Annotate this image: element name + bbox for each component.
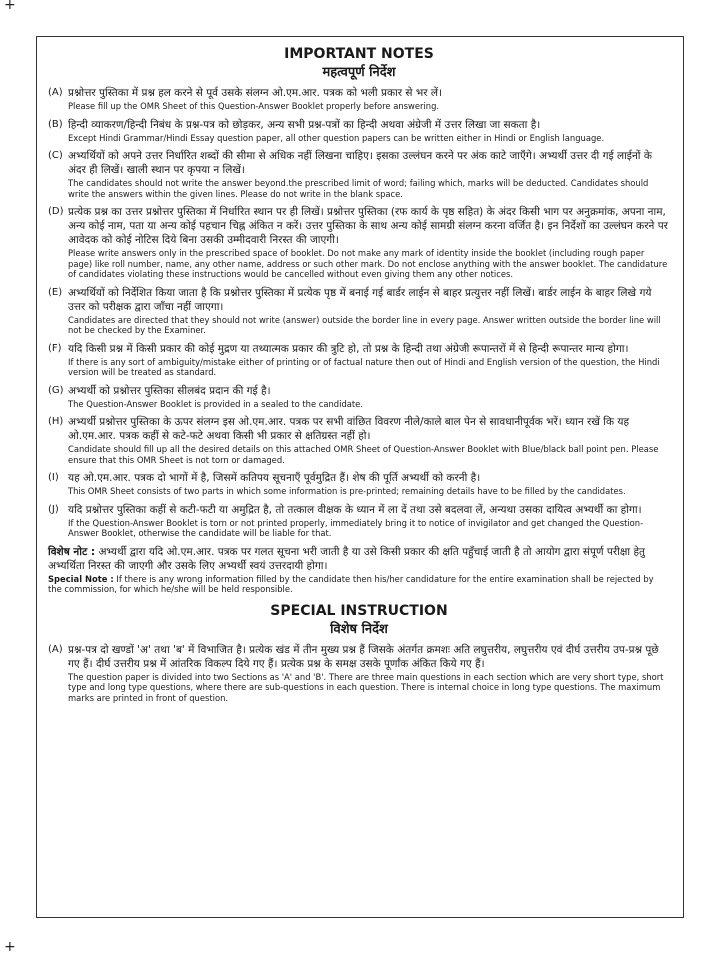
note-text-english: Candidate should fill up all the desired details on this attached OMR Sheet of Question-Answer Booklet with Blue/black ball point pen. Please ensure that this OMR Sheet is not torn or damaged. — [68, 444, 659, 465]
note-label: (E) — [48, 286, 63, 298]
instruction-text-hindi: प्रश्न-पत्र दो खण्डों 'अ' तथा 'ब' में विभाजित है। प्रत्येक खंड में तीन मुख्य प्रश्न हैं जिसके अंतर्गत क्रमशः अति लघुत्तरीय, लघुत्तरीय एवं दीर्घ उत्तरीय उप-प्रश्न पूछे गए हैं। दीर्घ उत्तरीय प्रश्न में आंतरिक विकल्प दिये गए हैं। प्रत्येक प्रश्न के समक्ष उसके पूर्णांक अंकित किये गए हैं। — [68, 643, 659, 670]
note-text-english: If there is any sort of ambiguity/mistake either of printing or of factual nature then out of Hindi and English version of the question, the Hindi version will be treated as standard. — [68, 356, 660, 377]
note-item-f — [48, 342, 670, 378]
note-label: (J) — [48, 503, 59, 515]
note-item-c — [48, 149, 670, 199]
notes-subtitle: महत्वपूर्ण निर्देश — [322, 65, 396, 80]
crop-mark-top-left: + — [4, 0, 16, 13]
note-label: (H) — [48, 416, 64, 427]
document-content — [48, 46, 670, 703]
note-text-english: Except Hindi Grammar/Hindi Essay question paper, all other question papers can be written either in Hindi or English language. — [68, 132, 605, 143]
special-note-english-text: If there is any wrong information filled by the candidate then his/her candidature for the entire examination shall be rejected by the commission, for which he/she will be held responsible. — [48, 573, 654, 594]
note-label: (G) — [48, 384, 64, 396]
note-item-i — [48, 471, 670, 497]
special-note-hindi-label: विशेष नोट : — [48, 545, 96, 558]
note-item-a — [48, 86, 670, 112]
note-text-hindi: यदि किसी प्रश्न में किसी प्रकार की कोई मुद्रण या तथ्यात्मक प्रकार की त्रुटि हो, तो प्रश्न के हिन्दी तथा अंग्रेजी रूपान्तरों में से हिन्दी रूपान्तर मान्य होगा। — [68, 342, 629, 355]
note-text-english: The Question-Answer Booklet is provided in a sealed to the candidate. — [68, 398, 364, 409]
crop-mark-bottom-left: + — [4, 939, 16, 955]
special-instruction-title: SPECIAL INSTRUCTION — [270, 602, 448, 619]
notes-title: IMPORTANT NOTES — [284, 46, 434, 62]
special-instruction-subtitle: विशेष निर्देश — [330, 621, 388, 637]
note-item-j — [48, 503, 670, 539]
note-item-b — [48, 118, 670, 144]
instruction-label: (A) — [48, 643, 63, 655]
note-text-english: This OMR Sheet consists of two parts in which some information is pre-printed; remaining details have to be filled by the candidates. — [68, 486, 626, 496]
note-text-hindi: अभ्यर्थी प्रश्नोत्तर पुस्तिका के ऊपर संलग्न इस ओ.एम.आर. पत्रक पर सभी वांछित विवरण नीले/काले बाल पेन से सावधानीपूर्वक भरें। ध्यान रखें कि यह ओ.एम.आर. पत्रक कहीं से कटे-फटे अथवा किसी भी प्रकार से क्षतिग्रस्त नहीं हो। — [68, 416, 630, 442]
note-item-e — [48, 286, 670, 336]
note-text-english: If the Question-Answer Booklet is torn or not printed properly, immediately bring it to notice of invigilator and get changed the Question-Answer Booklet, otherwise the candidate will be liable for that. — [68, 517, 644, 538]
note-text-hindi: हिन्दी व्याकरण/हिन्दी निबंध के प्रश्न-पत्र को छोड़कर, अन्य सभी प्रश्न-पत्रों का हिन्दी अथवा अंग्रेजी में उत्तर लिखा जा सकता है। — [68, 118, 541, 131]
special-note-hindi-text: अभ्यर्थी द्वारा यदि ओ.एम.आर. पत्रक पर गलत सूचना भरी जाती है या उसे किसी प्रकार की क्षति पहुँचाई जाती है तो आयोग द्वारा संपूर्ण परीक्षा हेतु अभ्यर्थिता निरस्त की जाएगी और उसके लिए अभ्यर्थी स्वयं उत्तरदायी होगा। — [48, 545, 646, 572]
note-item-g — [48, 384, 670, 410]
note-label: (C) — [48, 150, 63, 161]
notes-list — [48, 86, 670, 539]
note-item-h — [48, 415, 670, 465]
note-text-hindi: प्रश्नोत्तर पुस्तिका में प्रश्न हल करने से पूर्व उसके संलग्न ओ.एम.आर. पत्रक को भली प्रकार से भर लें। — [68, 87, 442, 99]
note-label: (I) — [48, 472, 59, 483]
note-text-english: Candidates are directed that they should not write (answer) outside the border line in every page. Answer written outside the border line will not be checked by the Examiner. — [68, 314, 661, 335]
note-label: (D) — [48, 206, 64, 217]
note-text-english: The candidates should not write the answer beyond.the prescribed limit of word; failing which, marks will be deducted. Candidates should write the answers within the given lines. Please do not write in the blank space. — [68, 178, 649, 199]
note-text-hindi: अभ्यर्थियों को निर्देशित किया जाता है कि प्रश्नोत्तर पुस्तिका में प्रत्येक पृष्ठ में बनाई गई बार्डर लाईन से बाहर प्रत्युत्तर नहीं लिखें। बार्डर लाईन के बाहर लिखे गये उत्तर को परीक्षक द्वारा जाँचा नहीं जाएगा। — [68, 286, 652, 313]
note-text-english: Please write answers only in the prescribed space of booklet. Do not make any mark of identity inside the booklet (including rough paper page) like roll number, name, any other name, address or such other mark. Do not enclose anything with the answer booklet. The candidature of candidates violating these instructions would be cancelled without even giving them any other notices. — [68, 248, 668, 279]
special-note — [48, 545, 670, 595]
note-text-hindi: अभ्यर्थी को प्रश्नोत्तर पुस्तिका सीलबंद प्रदान की गई है। — [68, 384, 271, 397]
instruction-text-english: The question paper is divided into two Sections as 'A' and 'B'. There are three main questions in each section which are very short type, short type and long type questions, where there are sub-questions in each question. There is internal choice in long type questions. The maximum marks are printed in front of question. — [68, 671, 664, 703]
note-text-hindi: यह ओ.एम.आर. पत्रक दो भागों में है, जिसमें कतिपय सूचनाएँ पूर्वमुद्रित हैं। शेष की पूर्ति अभ्यर्थी को करनी है। — [68, 472, 481, 484]
note-item-d — [48, 205, 670, 280]
note-text-english: Please fill up the OMR Sheet of this Question-Answer Booklet properly before answering. — [68, 101, 440, 111]
special-note-hindi — [48, 545, 670, 573]
note-label: (F) — [48, 342, 62, 354]
note-text-hindi: यदि प्रश्नोत्तर पुस्तिका कहीं से कटी-फटी या अमुद्रित है, तो तत्काल वीक्षक के ध्यान में ला दें तथा उसे बदलवा लें, अन्यथा उसका दायित्व अभ्यर्थी का होगा। — [68, 503, 642, 516]
special-note-english — [48, 574, 670, 595]
note-label: (B) — [48, 118, 63, 130]
note-label: (A) — [48, 87, 63, 98]
special-instruction-item-a — [48, 643, 670, 704]
special-note-english-label: Special Note : — [48, 573, 114, 584]
note-text-hindi: अभ्यर्थियों को अपने उत्तर निर्धारित शब्दों की सीमा से अधिक नहीं लिखना चाहिए। इसका उल्लंघन करने पर अंक काटे जाएँगे। अभ्यर्थी उत्तर दी गई लाईनों के अंदर ही लिखें। खाली स्थान पर कृपया न लिखें। — [68, 150, 652, 176]
note-text-hindi: प्रत्येक प्रश्न का उत्तर प्रश्नोत्तर पुस्तिका में निर्धारित स्थान पर ही लिखें। प्रश्नोत्तर पुस्तिका (रफ कार्य के पृष्ठ सहित) के अंदर किसी भाग पर अनुक्रमांक, अपना नाम, अन्य कोई नाम, पता या अन्य कोई पहचान चिह्न अंकित न करें। उत्तर पुस्तिका के साथ अन्य कोई सामग्री संलग्न करना वर्जित है। इन निर्देशों का उल्लंघन करने पर आवेदक को कोई नोटिस दिये बिना उसकी उम्मीदवारी निरस्त की जाएगी। — [68, 206, 668, 246]
